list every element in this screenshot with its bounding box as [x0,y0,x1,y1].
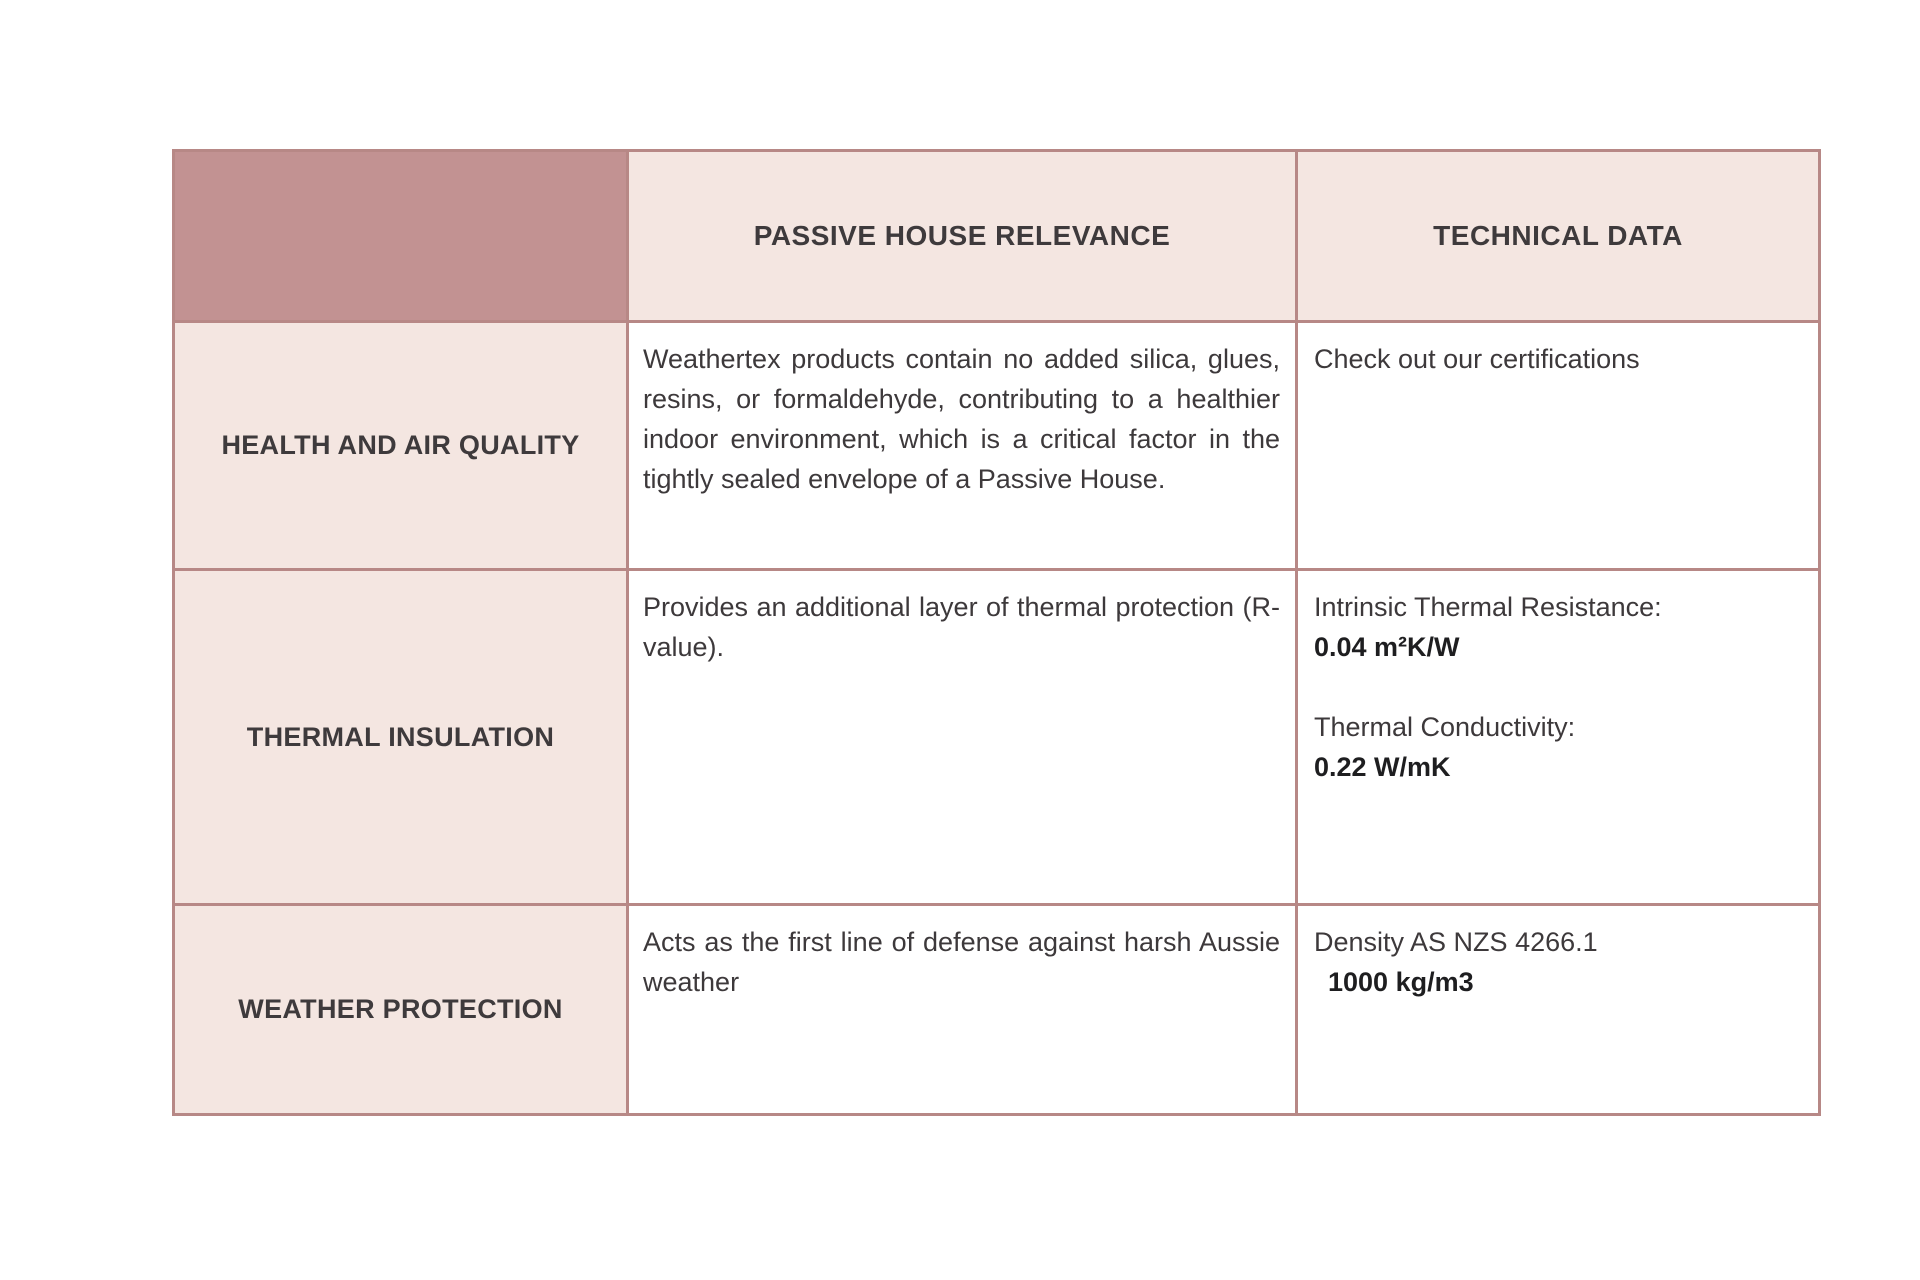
technical-cell-thermal [1297,570,1820,905]
tech-line-spacer [1314,667,1803,707]
relevance-cell-weather [628,905,1297,1115]
relevance-text-health: Weathertex products contain no added silica, glues, resins, or formaldehyde, contributing to a healthier indoor environment, which is a critical factor in the tightly sealed envelope of a Passive House. [643,344,1280,494]
technical-cell-health [1297,322,1820,570]
thermal-conductivity-value: 0.22 W/mK [1314,752,1451,782]
certifications-note: Check out our certifications [1314,344,1640,374]
table-row-weather-protection [174,905,1820,1115]
product-properties-table [172,149,1821,1116]
density-value: 1000 kg/m3 [1328,967,1474,997]
relevance-text-thermal: Provides an additional layer of thermal protection (R-value). [643,592,1280,662]
relevance-cell-thermal [628,570,1297,905]
thermal-resistance-label: Intrinsic Thermal Resistance: [1314,592,1662,622]
relevance-cell-health [628,322,1297,570]
relevance-text-weather: Acts as the first line of defense against harsh Aussie weather [643,927,1280,997]
density-standard-label: Density AS NZS 4266.1 [1314,927,1598,957]
thermal-resistance-value: 0.04 m²K/W [1314,632,1460,662]
technical-cell-weather [1297,905,1820,1115]
thermal-conductivity-label: Thermal Conductivity: [1314,712,1576,742]
table-row-health-and-air-quality [174,322,1820,570]
row-label-thermal-insulation: THERMAL INSULATION [174,570,628,905]
column-header-passive-house-relevance: PASSIVE HOUSE RELEVANCE [628,151,1297,322]
row-label-weather-protection: WEATHER PROTECTION [174,905,628,1115]
table-row-thermal-insulation [174,570,1820,905]
table-corner-cell [174,151,628,322]
row-label-health-and-air-quality: HEALTH AND AIR QUALITY [174,322,628,570]
table-header-row [174,151,1820,322]
column-header-technical-data: TECHNICAL DATA [1297,151,1820,322]
